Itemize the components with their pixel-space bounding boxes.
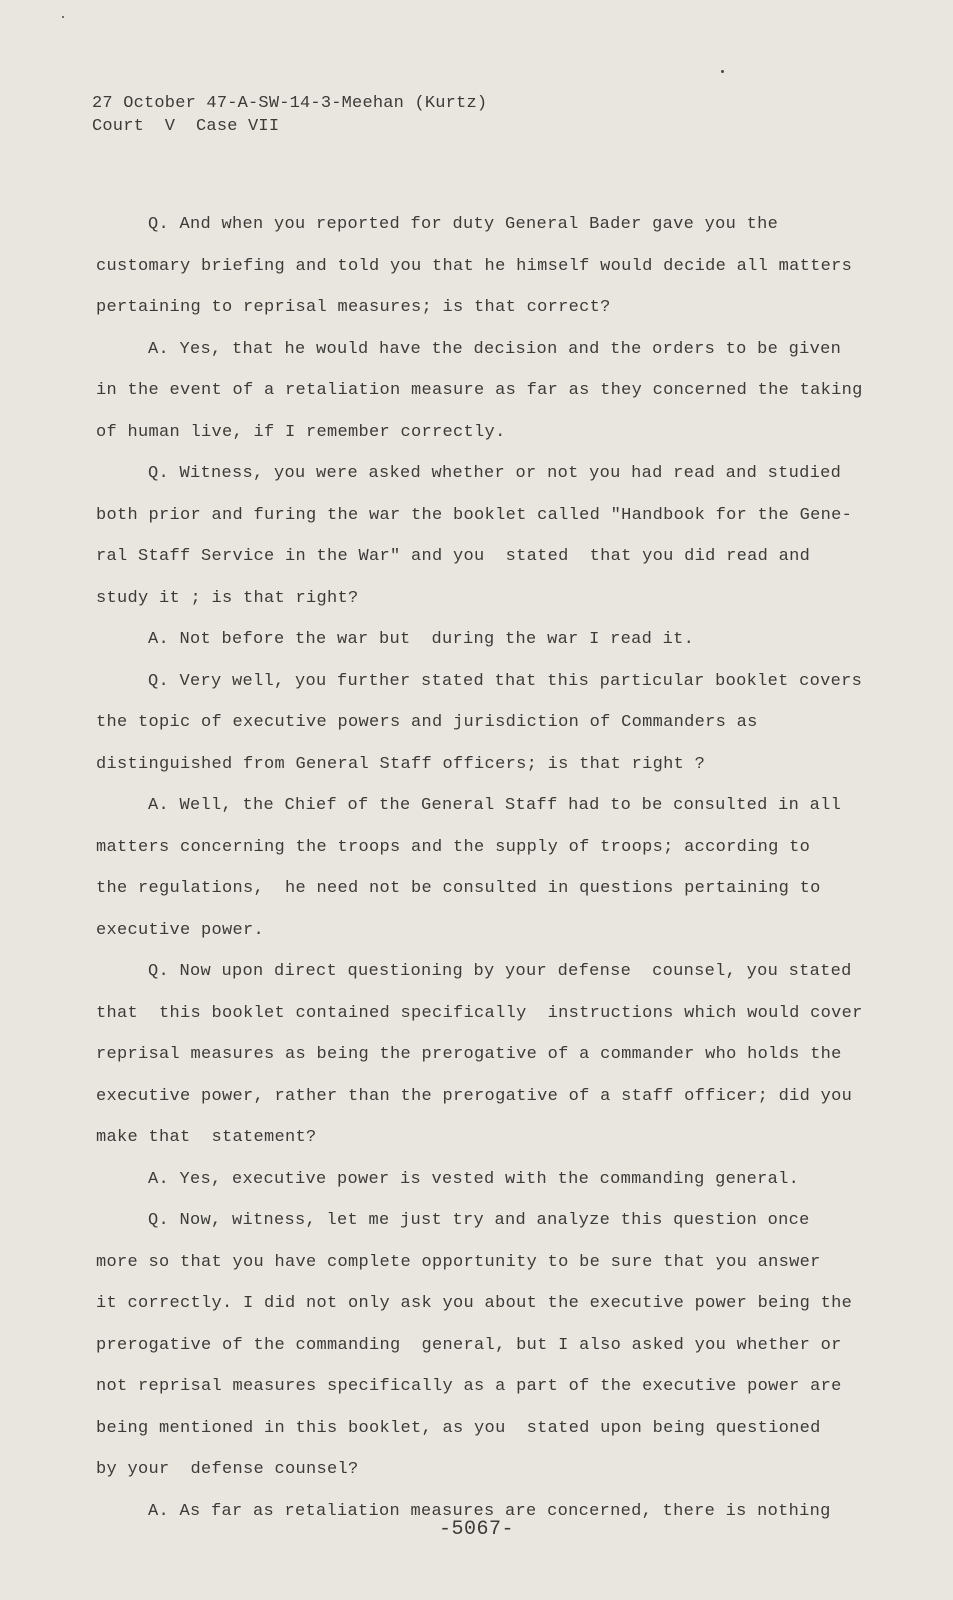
transcript-line: study it ; is that right?	[96, 588, 359, 608]
transcript-line: reprisal measures as being the prerogative of a commander who holds the	[96, 1045, 842, 1064]
transcript-line: prerogative of the commanding general, but I also asked you whether or	[96, 1335, 842, 1355]
transcript-paragraph	[96, 329, 863, 454]
transcript-paragraph	[96, 785, 856, 951]
transcript-line: A. Well, the Chief of the General Staff had to be consulted in all	[148, 796, 842, 815]
transcript-line: A. Yes, that he would have the decision and the orders to be given	[148, 339, 842, 359]
transcript-line: A. As far as retaliation measures are concerned, there is nothing	[148, 1501, 831, 1521]
transcript-line: A. Not before the war but during the war I read it.	[148, 630, 695, 649]
document-header	[92, 92, 487, 138]
transcript-line: ral Staff Service in the War" and you stated that you did read and	[96, 547, 811, 566]
transcript-body	[96, 204, 863, 1532]
transcript-line: Q. Now, witness, let me just try and analyze this question once	[148, 1211, 810, 1230]
transcript-line: A. Yes, executive power is vested with the commanding general.	[148, 1169, 800, 1189]
transcript-line: that this booklet contained specifically instructions which would cover	[96, 1003, 863, 1023]
paper-speck	[62, 16, 64, 18]
transcript-line: both prior and furing the war the booklet called "Handbook for the Gene-	[96, 505, 853, 525]
transcript-line: Q. Witness, you were asked whether or not you had read and studied	[148, 464, 842, 483]
transcript-line: Q. And when you reported for duty General Bader gave you the	[148, 215, 779, 234]
transcript-line: more so that you have complete opportunity to be sure that you answer	[96, 1252, 821, 1272]
transcript-line: executive power, rather than the prerogative of a staff officer; did you	[96, 1086, 853, 1106]
transcript-line: being mentioned in this booklet, as you stated upon being questioned	[96, 1418, 821, 1438]
transcript-line: of human live, if I remember correctly.	[96, 422, 506, 442]
transcript-line: matters concerning the troops and the supply of troops; according to	[96, 837, 811, 857]
transcript-line: distinguished from General Staff officers; is that right ?	[96, 754, 706, 774]
paper-speck	[721, 70, 724, 73]
transcript-paragraph	[96, 951, 863, 1159]
transcript-line: not reprisal measures specifically as a part of the executive power are	[96, 1377, 842, 1396]
transcript-line: it correctly. I did not only ask you about the executive power being the	[96, 1294, 853, 1313]
transcript-paragraph	[96, 661, 863, 786]
transcript-line: make that statement?	[96, 1128, 317, 1147]
header-date-reference: 27 October 47-A-SW-14-3-Meehan (Kurtz)	[92, 94, 488, 113]
page-number: -5067-	[438, 1518, 514, 1541]
transcript-paragraph	[96, 1159, 856, 1201]
transcript-line: Q. Now upon direct questioning by your defense counsel, you stated	[148, 962, 852, 981]
transcript-line: the regulations, he need not be consulted in questions pertaining to	[96, 879, 821, 898]
transcript-line: the topic of executive powers and jurisdiction of Commanders as	[96, 713, 758, 732]
transcript-line: in the event of a retaliation measure as far as they concerned the taking	[96, 381, 863, 400]
transcript-paragraph	[96, 453, 856, 619]
transcript-paragraph	[96, 1200, 856, 1491]
transcript-line: executive power.	[96, 920, 265, 940]
transcript-line: by your defense counsel?	[96, 1460, 359, 1479]
transcript-line: customary briefing and told you that he himself would decide all matters	[96, 256, 853, 276]
transcript-paragraph	[96, 619, 856, 661]
transcript-line: pertaining to reprisal measures; is that correct?	[96, 298, 611, 317]
transcript-line: Q. Very well, you further stated that this particular booklet covers	[148, 671, 863, 691]
header-court-case: Court V Case VII	[92, 117, 280, 136]
transcript-paragraph	[96, 204, 856, 329]
